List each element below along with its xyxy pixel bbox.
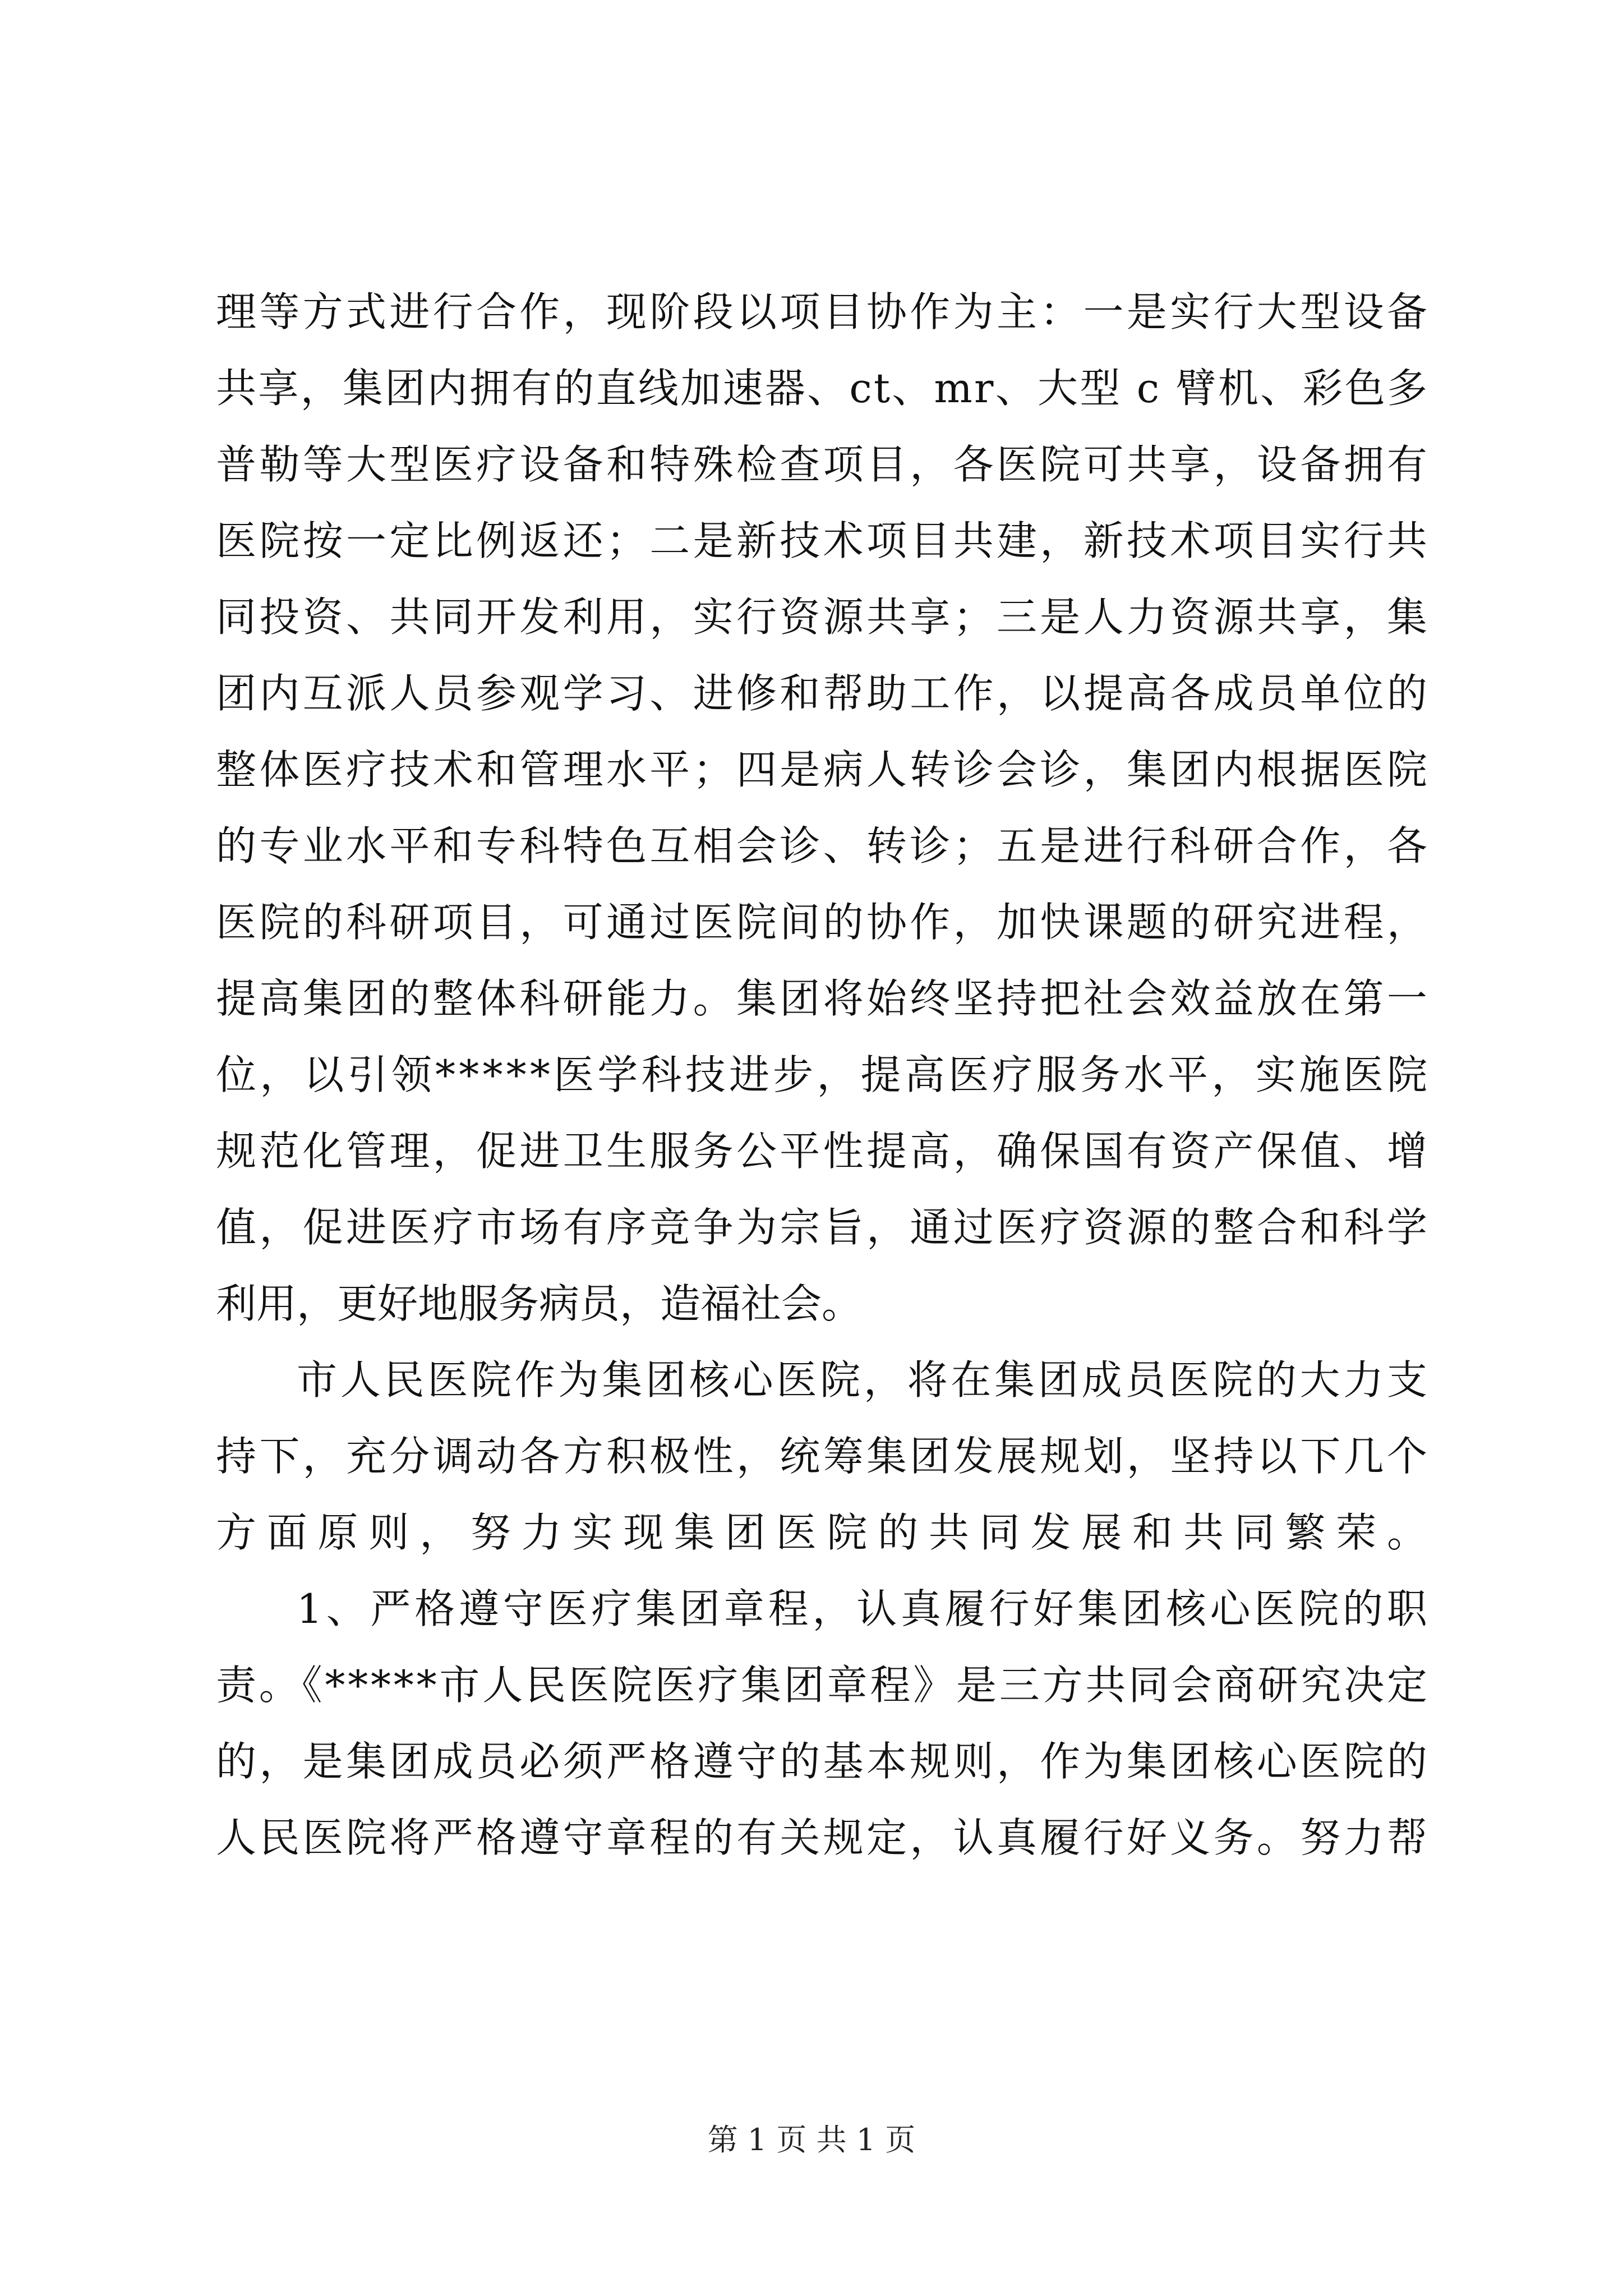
text-line: 的专业水平和专科特色互相会诊、转诊；五是进行科研合作，各: [216, 822, 1431, 869]
text-line: 值，促进医疗市场有序竞争为宗旨，通过医疗资源的整合和科学: [216, 1204, 1431, 1251]
text-line: 规范化管理，促进卫生服务公平性提高，确保国有资产保值、增: [216, 1128, 1431, 1175]
text-line: 医院的科研项目，可通过医院间的协作，加快课题的研究进程，: [216, 899, 1431, 946]
text-line: 医院按一定比例返还；二是新技术项目共建，新技术项目实行共: [216, 517, 1431, 564]
paragraph-first-line: 市人民医院作为集团核心医院，将在集团成员医院的大力支: [297, 1356, 1431, 1404]
text-line: 方面原则，努力实现集团医院的共同发展和共同繁荣。: [216, 1509, 1438, 1556]
text-line: 责。《*****市人民医院医疗集团章程》是三方共同会商研究决定: [216, 1662, 1430, 1709]
text-line: 提高集团的整体科研能力。集团将始终坚持把社会效益放在第一: [216, 975, 1431, 1022]
text-line: 普勒等大型医疗设备和特殊检查项目，各医院可共享，设备拥有: [216, 441, 1431, 488]
text-line: 团内互派人员参观学习、进修和帮助工作，以提高各成员单位的: [216, 670, 1431, 717]
text-line: 利用，更好地服务病员，造福社会。: [216, 1280, 863, 1327]
text-line: 理等方式进行合作，现阶段以项目协作为主：一是实行大型设备: [216, 288, 1431, 335]
text-line: 共享，集团内拥有的直线加速器、ct、mr、大型 c 臂机、彩色多: [216, 365, 1430, 412]
text-line: 持下，充分调动各方积极性，统筹集团发展规划，坚持以下几个: [216, 1433, 1431, 1480]
text-line: 人民医院将严格遵守章程的有关规定，认真履行好义务。努力帮: [216, 1814, 1431, 1861]
text-line: 的，是集团成员必须严格遵守的基本规则，作为集团核心医院的: [216, 1738, 1431, 1785]
text-line: 同投资、共同开发利用，实行资源共享；三是人力资源共享，集: [216, 593, 1431, 641]
paragraph-first-line: 1、严格遵守医疗集团章程，认真履行好集团核心医院的职: [297, 1585, 1431, 1632]
text-line: 整体医疗技术和管理水平；四是病人转诊会诊，集团内根据医院: [216, 746, 1431, 793]
text-line: 位，以引领*****医学科技进步，提高医疗服务水平，实施医院: [216, 1051, 1431, 1098]
page-number-footer: 第 1 页 共 1 页: [707, 2122, 916, 2157]
